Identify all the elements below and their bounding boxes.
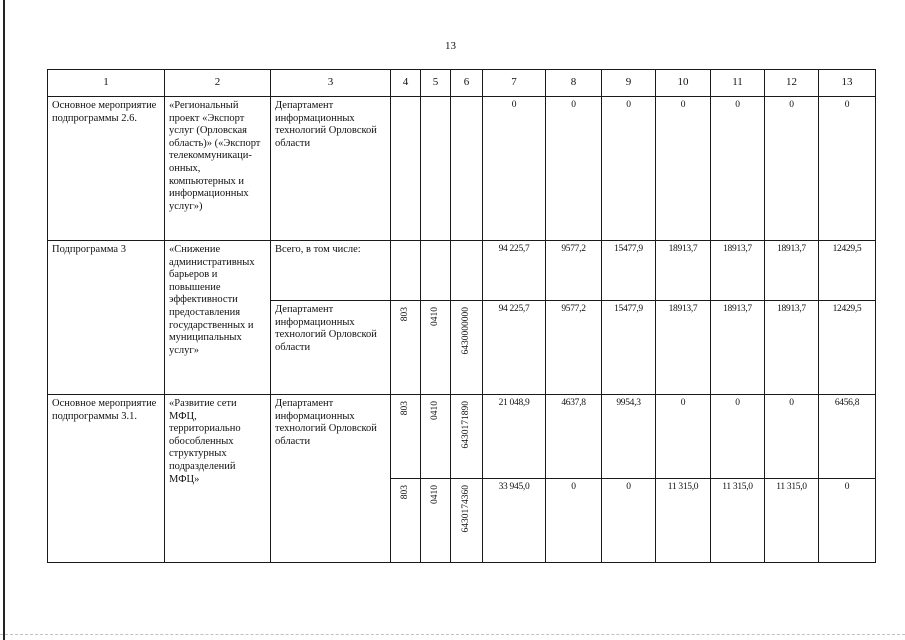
header-cell: 2	[165, 70, 271, 97]
executor-cell: Департамент информационных технологий Орловской области	[271, 97, 391, 241]
header-cell: 12	[765, 70, 819, 97]
section-code: 0410	[429, 401, 440, 420]
value-cell: 0	[765, 97, 819, 241]
executor-cell: Департамент информационных технологий Орловской области	[271, 395, 391, 563]
code-cell	[451, 301, 483, 395]
value-cell: 0	[711, 97, 765, 241]
ministry-code: 803	[399, 307, 410, 322]
value-cell: 12429,5	[819, 301, 876, 395]
value-cell: 94 225,7	[483, 301, 546, 395]
executor-cell: Департамент информационных технологий Орловской области	[271, 301, 391, 395]
value-cell: 21 048,9	[483, 395, 546, 479]
value-cell: 0	[602, 479, 656, 563]
page-edge-line	[3, 0, 5, 640]
ministry-code: 803	[399, 401, 410, 416]
value-cell: 94 225,7	[483, 241, 546, 301]
header-cell: 3	[271, 70, 391, 97]
code-cell	[451, 395, 483, 479]
value-cell: 0	[546, 479, 602, 563]
value-cell: 33 945,0	[483, 479, 546, 563]
code-cell	[391, 241, 421, 301]
value-cell: 0	[819, 479, 876, 563]
value-cell: 6456,8	[819, 395, 876, 479]
code-cell	[421, 97, 451, 241]
code-cell	[451, 241, 483, 301]
executor-cell: Всего, в том числе:	[271, 241, 391, 301]
header-cell: 6	[451, 70, 483, 97]
header-cell: 4	[391, 70, 421, 97]
value-cell: 18913,7	[765, 301, 819, 395]
header-cell: 11	[711, 70, 765, 97]
value-cell: 0	[711, 395, 765, 479]
value-cell: 18913,7	[656, 241, 711, 301]
value-cell: 0	[602, 97, 656, 241]
header-cell: 8	[546, 70, 602, 97]
header-cell: 1	[48, 70, 165, 97]
value-cell: 0	[656, 395, 711, 479]
section-code: 0410	[429, 307, 440, 326]
code-cell	[421, 301, 451, 395]
ministry-code: 803	[399, 485, 410, 500]
program-name-cell: Основное мероприятие подпрограммы 3.1.	[48, 395, 165, 563]
value-cell: 18913,7	[656, 301, 711, 395]
value-cell: 0	[546, 97, 602, 241]
program-title-cell: «Снижение административных барьеров и повышение эффективности предоставления государственных и муниципальных услуг»	[165, 241, 271, 395]
value-cell: 18913,7	[711, 301, 765, 395]
target-article-code: 6430174360	[460, 485, 471, 533]
value-cell: 15477,9	[602, 301, 656, 395]
header-row	[48, 70, 876, 97]
value-cell: 9954,3	[602, 395, 656, 479]
program-name-cell: Основное мероприятие подпрограммы 2.6.	[48, 97, 165, 241]
code-cell	[451, 97, 483, 241]
code-cell	[391, 395, 421, 479]
program-name-cell: Подпрограмма 3	[48, 241, 165, 395]
header-cell: 10	[656, 70, 711, 97]
table-row	[48, 241, 876, 301]
code-cell	[391, 97, 421, 241]
header-cell: 7	[483, 70, 546, 97]
budget-table	[47, 69, 876, 563]
table-row	[48, 97, 876, 241]
program-title-cell: «Региональный проект «Экспорт услуг (Орловская область)» («Экспорт телекоммуникаци-онных, компьютерных и информационных услуг»)	[165, 97, 271, 241]
header-cell: 5	[421, 70, 451, 97]
value-cell: 9577,2	[546, 241, 602, 301]
target-article-code: 6430171890	[460, 401, 471, 449]
value-cell: 0	[819, 97, 876, 241]
value-cell: 12429,5	[819, 241, 876, 301]
value-cell: 15477,9	[602, 241, 656, 301]
value-cell: 0	[765, 395, 819, 479]
value-cell: 18913,7	[765, 241, 819, 301]
code-cell	[421, 395, 451, 479]
value-cell: 11 315,0	[765, 479, 819, 563]
code-cell	[421, 479, 451, 563]
section-code: 0410	[429, 485, 440, 504]
header-cell: 13	[819, 70, 876, 97]
code-cell	[421, 241, 451, 301]
target-article-code: 6430000000	[460, 307, 471, 355]
page-number: 13	[445, 40, 456, 52]
value-cell: 18913,7	[711, 241, 765, 301]
value-cell: 0	[483, 97, 546, 241]
scan-bottom-edge	[0, 634, 905, 636]
value-cell: 11 315,0	[711, 479, 765, 563]
code-cell	[391, 301, 421, 395]
value-cell: 4637,8	[546, 395, 602, 479]
program-title-cell: «Развитие сети МФЦ, территориально обособленных структурных подразделений МФЦ»	[165, 395, 271, 563]
header-cell: 9	[602, 70, 656, 97]
value-cell: 11 315,0	[656, 479, 711, 563]
table-row	[48, 395, 876, 479]
value-cell: 0	[656, 97, 711, 241]
code-cell	[451, 479, 483, 563]
value-cell: 9577,2	[546, 301, 602, 395]
code-cell	[391, 479, 421, 563]
